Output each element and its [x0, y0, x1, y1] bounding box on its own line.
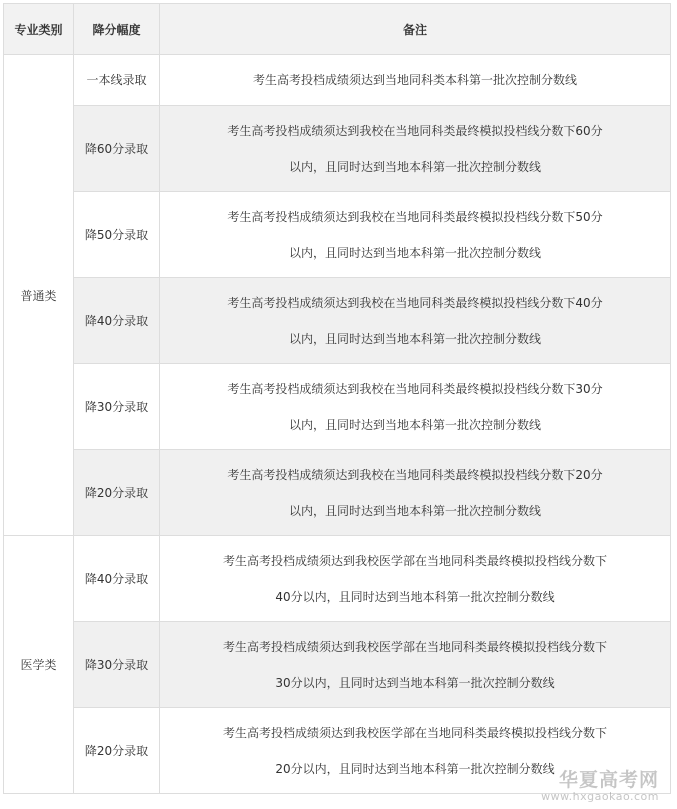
- score-range-cell: 降20分录取: [74, 450, 160, 536]
- table-row: [4, 708, 671, 794]
- note-line: 30分以内，且同时达到当地本科第一批次控制分数线: [275, 675, 555, 690]
- table-row: [4, 55, 671, 106]
- note-line: 考生高考投档成绩须达到我校在当地同科类最终模拟投档线分数下20分: [227, 467, 603, 482]
- note-line: 考生高考投档成绩须达到我校医学部在当地同科类最终模拟投档线分数下: [222, 639, 607, 654]
- note-line: 以内，且同时达到当地本科第一批次控制分数线: [288, 503, 541, 518]
- note-line: 以内，且同时达到当地本科第一批次控制分数线: [288, 245, 541, 260]
- note-cell: [160, 106, 671, 192]
- table-row: [4, 106, 671, 192]
- page-wrapper: [3, 3, 671, 794]
- note-line: 考生高考投档成绩须达到我校在当地同科类最终模拟投档线分数下50分: [227, 209, 603, 224]
- score-range-cell: 降40分录取: [74, 536, 160, 622]
- note-cell: [160, 708, 671, 794]
- watermark-name: 华夏高考网: [558, 769, 659, 791]
- note-line: 20分以内，且同时达到当地本科第一批次控制分数线: [275, 761, 555, 776]
- note-line: 40分以内，且同时达到当地本科第一批次控制分数线: [275, 589, 555, 604]
- note-cell: [160, 192, 671, 278]
- table-row: [4, 192, 671, 278]
- score-range-cell: 降50分录取: [74, 192, 160, 278]
- score-range-cell: 降30分录取: [74, 364, 160, 450]
- watermark-url: www.hxgaokao.com: [541, 790, 659, 803]
- score-range-cell: 降60分录取: [74, 106, 160, 192]
- note-cell: [160, 622, 671, 708]
- note-line: 考生高考投档成绩须达到当地同科类本科第一批次控制分数线: [252, 73, 577, 87]
- header-category: 专业类别: [4, 4, 74, 55]
- header-range: 降分幅度: [74, 4, 160, 55]
- admission-score-table: [3, 3, 671, 794]
- note-line: 考生高考投档成绩须达到我校医学部在当地同科类最终模拟投档线分数下: [222, 725, 607, 740]
- table-row: [4, 364, 671, 450]
- category-cell: 医学类: [4, 536, 74, 794]
- table-header-row: [4, 4, 671, 55]
- note-cell: [160, 278, 671, 364]
- score-range-cell: 降40分录取: [74, 278, 160, 364]
- note-line: 以内，且同时达到当地本科第一批次控制分数线: [288, 159, 541, 174]
- table-row: [4, 622, 671, 708]
- note-cell: [160, 536, 671, 622]
- table-row: [4, 536, 671, 622]
- note-cell: [160, 55, 671, 106]
- score-range-cell: 降30分录取: [74, 622, 160, 708]
- table-row: [4, 278, 671, 364]
- note-line: 以内，且同时达到当地本科第一批次控制分数线: [288, 417, 541, 432]
- note-line: 考生高考投档成绩须达到我校医学部在当地同科类最终模拟投档线分数下: [222, 553, 607, 568]
- note-line: 考生高考投档成绩须达到我校在当地同科类最终模拟投档线分数下30分: [227, 381, 603, 396]
- note-cell: [160, 450, 671, 536]
- score-range-cell: 降20分录取: [74, 708, 160, 794]
- header-note: 备注: [160, 4, 671, 55]
- category-cell: 普通类: [4, 55, 74, 536]
- note-line: 考生高考投档成绩须达到我校在当地同科类最终模拟投档线分数下40分: [227, 295, 603, 310]
- table-row: [4, 450, 671, 536]
- note-cell: [160, 364, 671, 450]
- table-body: [4, 55, 671, 794]
- note-line: 考生高考投档成绩须达到我校在当地同科类最终模拟投档线分数下60分: [227, 123, 603, 138]
- score-range-cell: 一本线录取: [74, 55, 160, 106]
- note-line: 以内，且同时达到当地本科第一批次控制分数线: [288, 331, 541, 346]
